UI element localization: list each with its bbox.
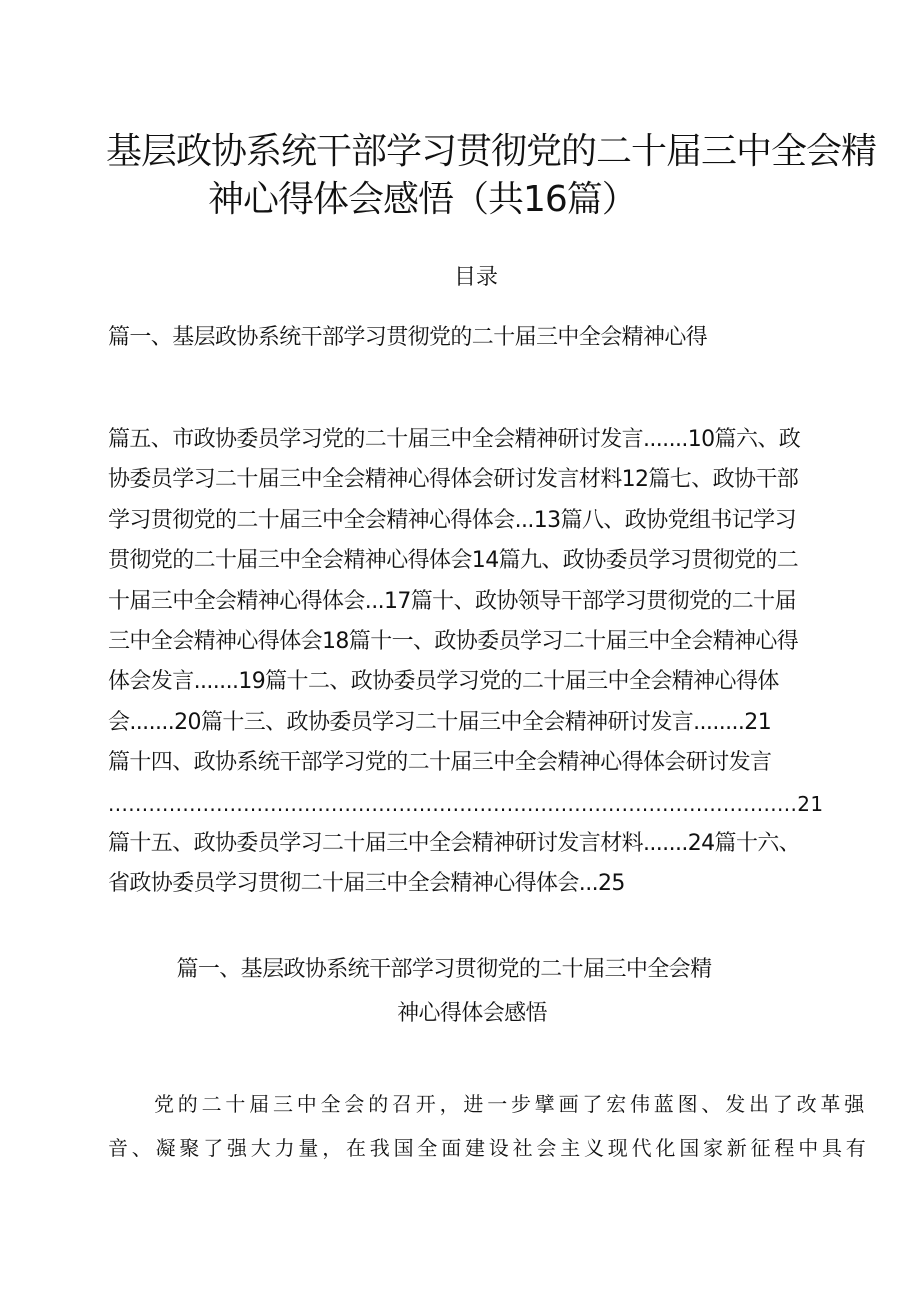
toc-row: 篇五、市政协委员学习党的二十届三中全会精神研讨发言.......10篇六、政: [108, 427, 801, 452]
toc-row: 篇十五、政协委员学习二十届三中全会精神研讨发言材料.......24篇十六、: [108, 830, 801, 856]
toc-row: 体会发言.......19篇十二、政协委员学习党的二十届三中全会精神心得体: [108, 669, 779, 695]
document-title-line-2: 神心得体会感悟（共16篇）: [208, 179, 637, 220]
toc-block: [108, 420, 848, 905]
toc-row: 贯彻党的二十届三中全会精神心得体会14篇九、政协委员学习贯彻党的二: [108, 548, 799, 574]
section-title-line-2: 神心得体会感悟: [397, 1001, 547, 1026]
toc-row: 三中全会精神心得体会18篇十一、政协委员学习二十届三中全会精神心得: [108, 628, 799, 654]
body-paragraph: [108, 1082, 870, 1170]
body-line: 音、凝聚了强大力量，在我国全面建设社会主义现代化国家新征程中具有: [108, 1136, 870, 1160]
body-line: 党的二十届三中全会的召开，进一步擘画了宏伟蓝图、发出了改革强: [154, 1092, 868, 1116]
toc-row: 十届三中全会精神心得体会...17篇十、政协领导干部学习贯彻党的二十届: [108, 588, 796, 614]
toc-row: 学习贯彻党的二十届三中全会精神心得体会...13篇八、政协党组书记学习: [108, 507, 796, 533]
toc-row: ......................................................................................................21: [108, 791, 824, 816]
toc-row: 省政协委员学习贯彻二十届三中全会精神心得体会...25: [108, 871, 625, 897]
toc-row: 会.......20篇十三、政协委员学习二十届三中全会精神研讨发言........21: [108, 709, 772, 735]
toc-row: 协委员学习二十届三中全会精神心得体会研讨发言材料12篇七、政协干部: [108, 467, 799, 493]
document-title-line-1: 基层政协系统干部学习贯彻党的二十届三中全会精: [106, 131, 877, 172]
section-title-line-1: 篇一、基层政协系统干部学习贯彻党的二十届三中全会精: [176, 957, 712, 982]
toc-heading: 目录: [453, 265, 498, 290]
toc-row: 篇十四、政协系统干部学习党的二十届三中全会精神心得体会研讨发言: [108, 750, 772, 776]
toc-entry-1: 篇一、基层政协系统干部学习贯彻党的二十届三中全会精神心得: [108, 325, 708, 350]
